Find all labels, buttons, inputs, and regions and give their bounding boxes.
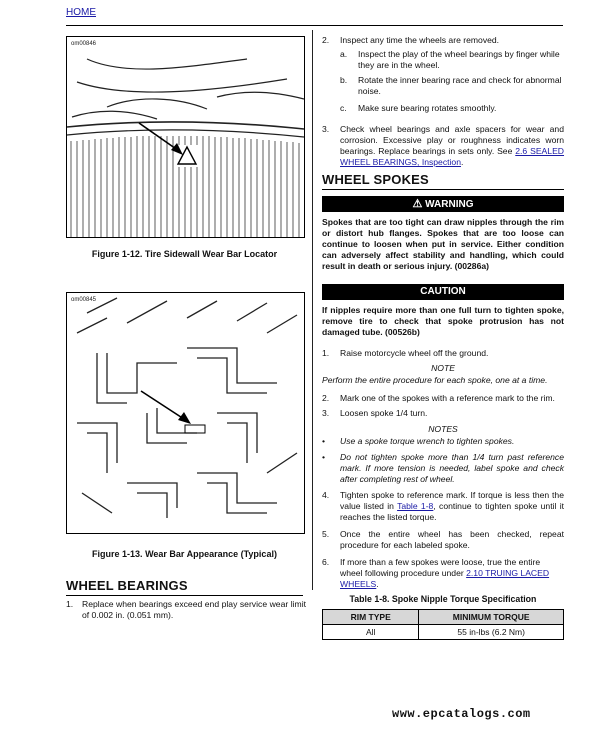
bearing-step-2b (340, 75, 564, 97)
table-1-8-title: Table 1-8. Spoke Nipple Torque Specification (349, 594, 537, 604)
notes-label: NOTES (428, 424, 458, 434)
step-text (340, 557, 564, 590)
step-text: Inspect the play of the wheel bearings by finger while they are in the wheel. (358, 49, 560, 70)
header-rule (66, 25, 563, 26)
step-number: 2. (322, 35, 330, 45)
warning-label: WARNING (425, 199, 474, 210)
step-number: 1. (322, 348, 330, 358)
spoke-step-4 (322, 490, 564, 523)
spoke-step-6 (322, 557, 564, 590)
warning-text: Spokes that are too tight can draw nipples through the rim or distort hub flanges. Spokes that are too loose can continue to loosen when put in service. Either condition can adversely affect stability and handling, which could result in death or serious injury. (00286a) (322, 217, 564, 271)
bullet-icon: • (322, 452, 326, 462)
col-minimum-torque: MINIMUM TORQUE (419, 610, 564, 625)
section-rule (66, 595, 303, 596)
step-text-body: If more than a few spokes were loose, true the entire wheel following procedure under (340, 557, 541, 578)
step-text: Once the entire wheel has been checked, repeat procedure for each labeled spoke. (340, 529, 564, 550)
table-header-row (323, 610, 564, 625)
bearing-step-3 (322, 124, 564, 168)
truing-laced-wheels-link[interactable]: 2.10 TRUING LACED WHEELS (340, 568, 550, 589)
figure-1-13-caption: Figure 1-13. Wear Bar Appearance (Typical) (92, 549, 277, 559)
cell-minimum-torque: 55 in-lbs (6.2 Nm) (419, 625, 564, 640)
step-letter: a. (340, 49, 348, 59)
caution-label: CAUTION (420, 286, 466, 297)
step-text: Loosen spoke 1/4 turn. (340, 408, 428, 418)
warning-banner (322, 196, 564, 212)
step-letter: b. (340, 75, 348, 85)
spoke-step-5 (322, 529, 564, 551)
spoke-step-1 (322, 348, 564, 359)
bearing-step-1 (66, 599, 306, 621)
note-label: NOTE (431, 363, 455, 373)
step-number: 5. (322, 529, 330, 539)
bullet-text: Use a spoke torque wrench to tighten spokes. (340, 436, 515, 446)
step-number: 3. (322, 408, 330, 418)
step-text-body: Tighten spoke to reference mark. If torque is less then the value listed in (340, 490, 564, 511)
step-text: Mark one of the spokes with a reference mark to the rim. (340, 393, 555, 403)
column-divider (312, 30, 313, 590)
caution-text: If nipples require more than one full turn to tighten spoke, remove tire to check that spoke protrusion has not damaged tube. (00526b) (322, 305, 564, 337)
wheel-spokes-heading: WHEEL SPOKES (322, 172, 429, 187)
notes-bullet-1 (322, 436, 564, 447)
step-text-end: . (376, 579, 379, 589)
figure-1-12-caption: Figure 1-12. Tire Sidewall Wear Bar Locator (91, 249, 278, 259)
step-number: 6. (322, 557, 330, 567)
step-text: Replace when bearings exceed end play service wear limit of 0.002 in. (0.051 mm). (82, 599, 306, 620)
tire-sidewall-drawing (67, 37, 304, 237)
wear-bar-tread-drawing (67, 293, 304, 533)
bullet-icon: • (322, 436, 326, 446)
step-number: 4. (322, 490, 330, 500)
step-letter: c. (340, 103, 347, 113)
warning-icon: ⚠ (412, 198, 423, 210)
step-text: Make sure bearing rotates smoothly. (358, 103, 497, 113)
step-number: 3. (322, 124, 330, 134)
bearing-step-2a (340, 49, 564, 71)
note-text: Perform the entire procedure for each spoke, one at a time. (322, 375, 548, 385)
step-text: Inspect any time the wheels are removed. (340, 35, 500, 45)
step-text-body: Check wheel bearings and axle spacers for wear and corrosion. Excessive play or roughness indicates worn bearings. Replace bearings in sets only. See (340, 124, 564, 156)
home-link[interactable]: HOME (66, 7, 96, 18)
spoke-step-2 (322, 393, 564, 404)
section-rule (322, 189, 564, 190)
step-text: Raise motorcycle wheel off the ground. (340, 348, 489, 358)
torque-spec-table (322, 609, 564, 640)
cell-rim-type: All (323, 625, 419, 640)
table-1-8-link[interactable]: Table 1-8 (397, 501, 434, 511)
notes-bullet-2 (322, 452, 564, 485)
bearing-step-2 (322, 35, 564, 46)
table-row (323, 625, 564, 640)
step-number: 1. (66, 599, 74, 609)
step-text (340, 124, 564, 168)
figure-id: om00846 (71, 41, 97, 47)
step-text (340, 490, 564, 523)
figure-1-12-image (66, 36, 305, 238)
bearing-step-2c (340, 103, 564, 114)
bullet-text: Do not tighten spoke more than 1/4 turn past reference mark. If more tension is needed, label spoke and check after completing rest of wheel. (340, 452, 564, 484)
step-text-end: . (461, 157, 464, 167)
col-rim-type: RIM TYPE (323, 610, 419, 625)
figure-id: om00845 (71, 297, 97, 303)
step-text: Rotate the inner bearing race and check for abnormal noise. (358, 75, 562, 96)
figure-1-13-image (66, 292, 305, 534)
spoke-step-3 (322, 408, 564, 419)
sealed-wheel-bearings-link[interactable]: 2.6 SEALED WHEEL BEARINGS, Inspection (340, 146, 565, 167)
step-text-end: , continue to tighten spoke until it reaches the listed torque. (340, 501, 565, 522)
caution-banner (322, 284, 564, 300)
footer-site: www.epcatalogs.com (392, 707, 531, 721)
step-number: 2. (322, 393, 330, 403)
wheel-bearings-heading: WHEEL BEARINGS (66, 578, 188, 593)
